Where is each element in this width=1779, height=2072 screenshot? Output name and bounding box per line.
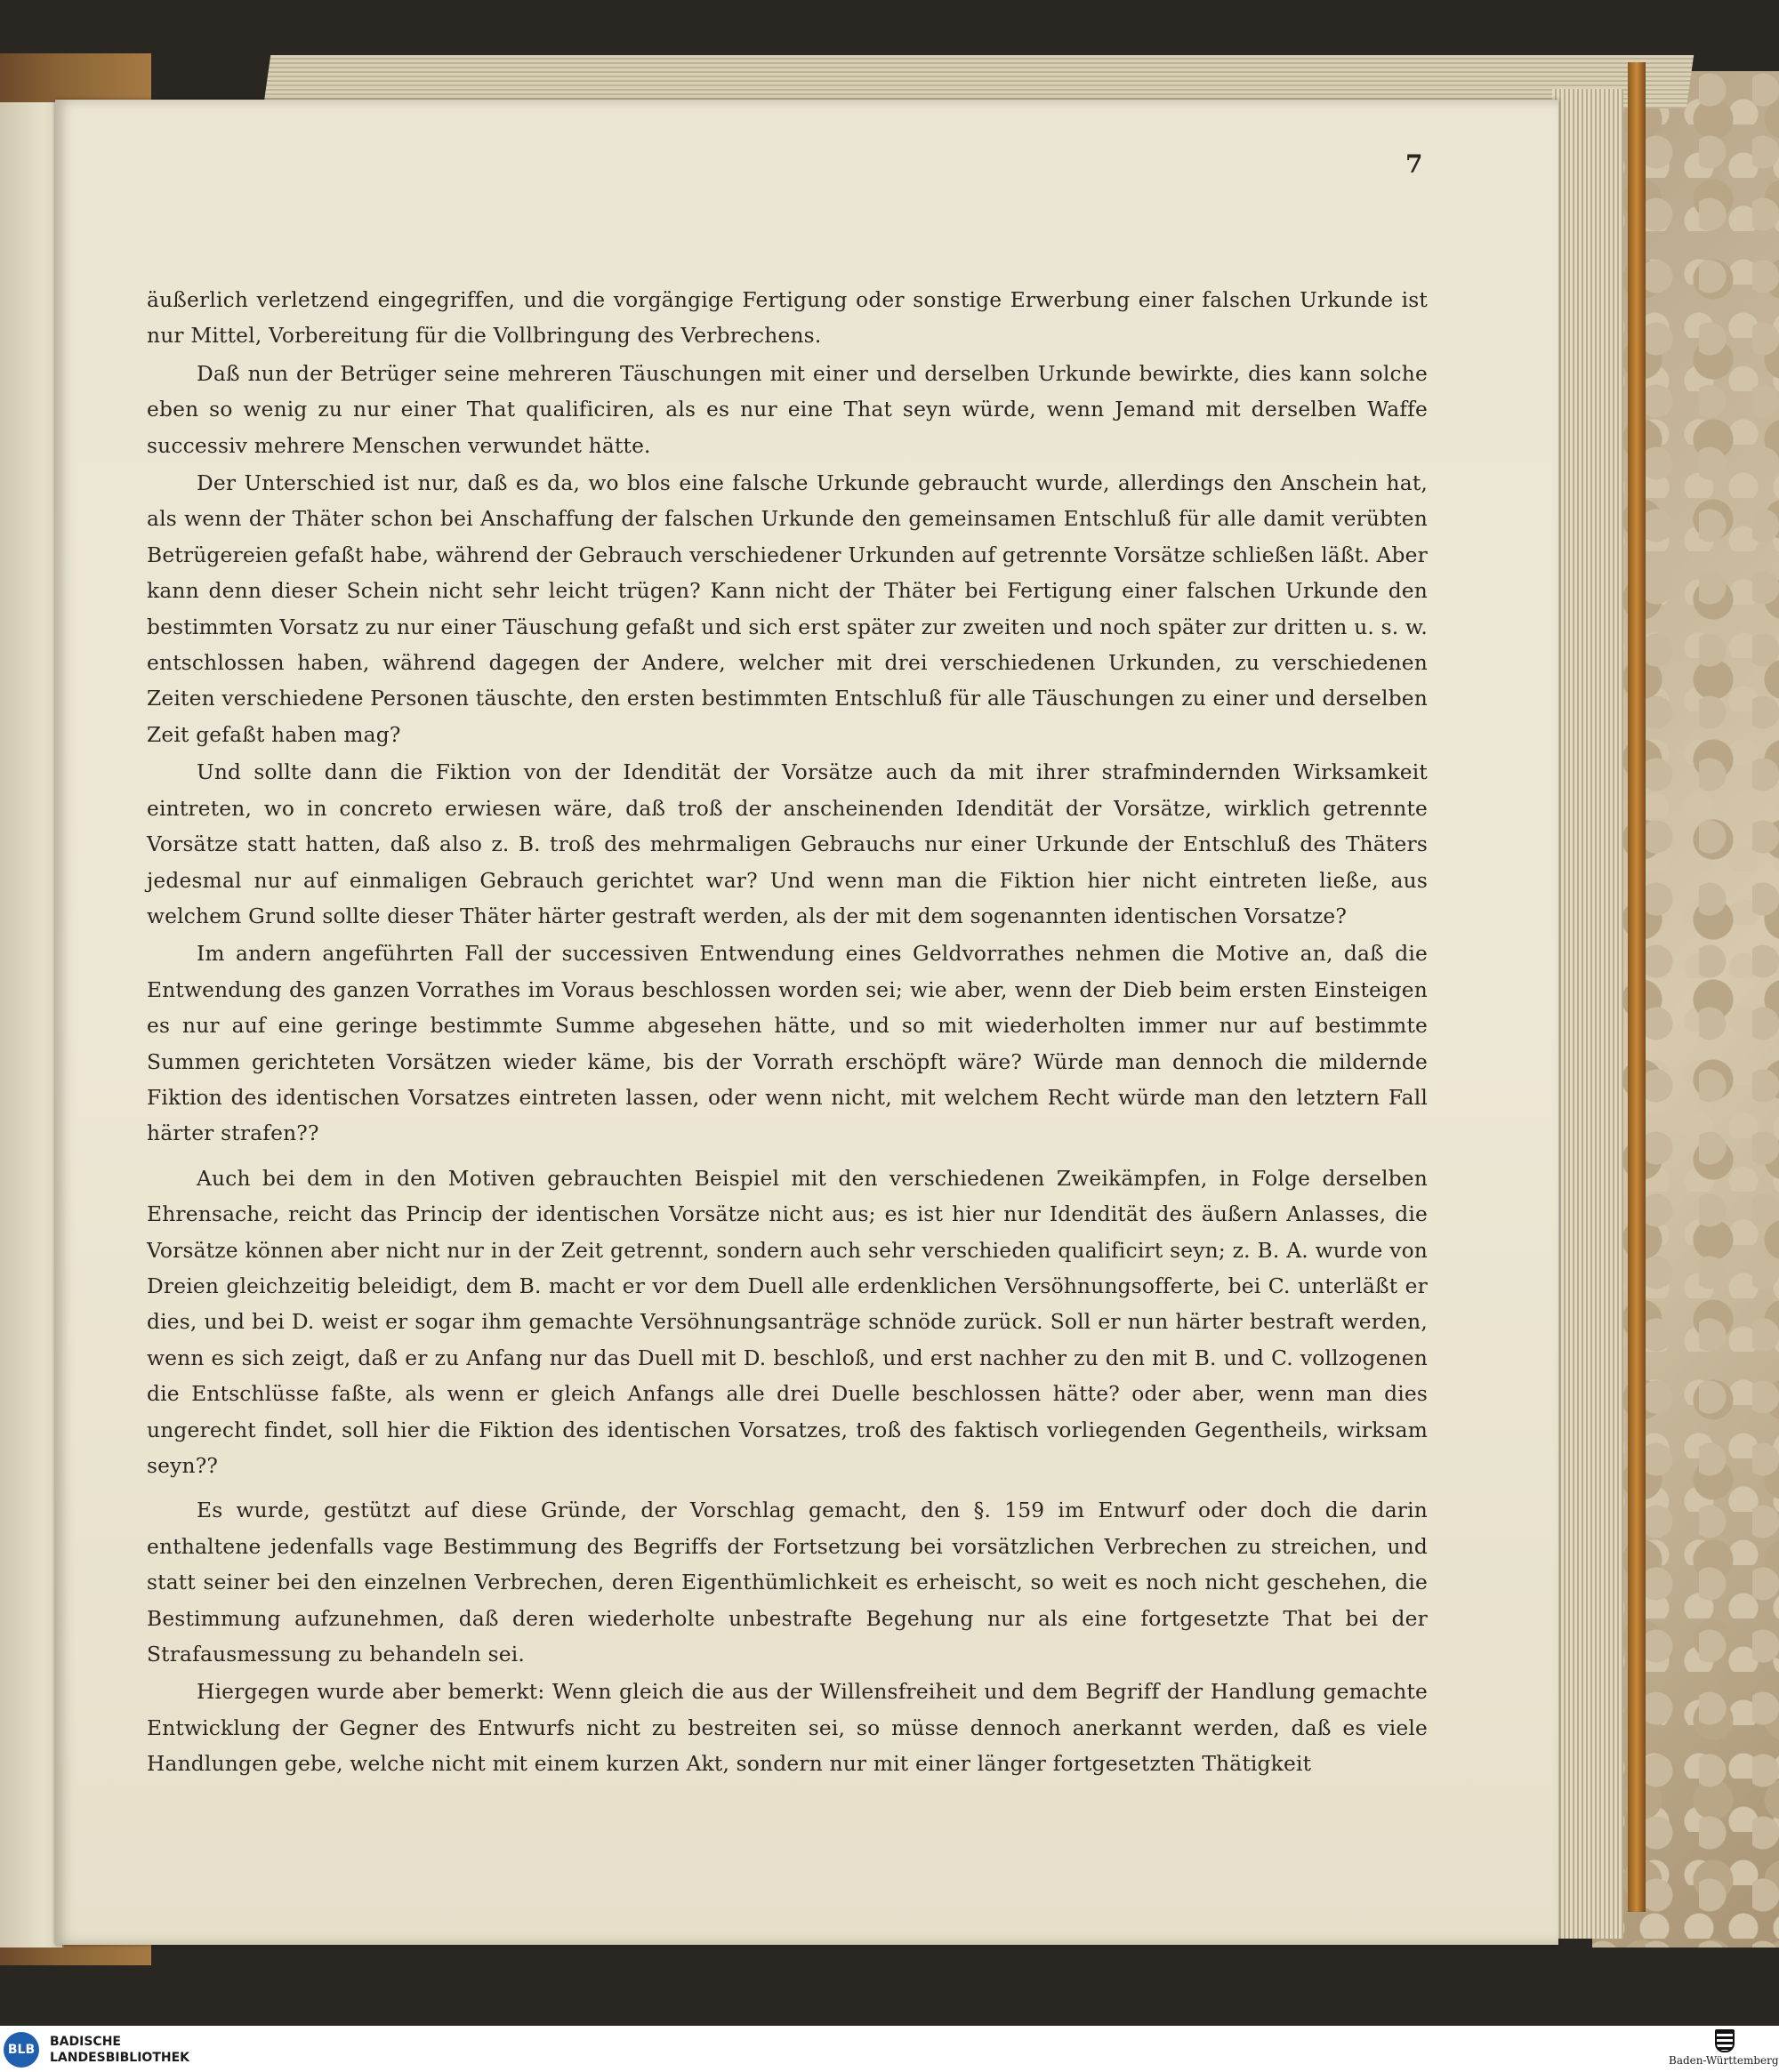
paragraph: Und sollte dann die Fiktion von der Idendität der Vorsätze auch da mit ihrer strafmindernden Wirksamkeit eintreten, wo in concreto erwiesen wäre, daß troß der anscheinenden Idendität der Vorsätze, wirklich getrennte Vorsätze statt hatten, daß also z. B. troß des mehrmaligen Gebrauchs nur einer Urkunde der Entschluß des Thäters jedesmal nur auf einmaligen Gebrauch gerichtet war? Und wenn man die Fiktion hier nicht eintreten ließe, aus welchem Grund sollte dieser Thäter härter gestraft werden, als der mit dem sogenannten identischen Vorsatze? [147, 760, 1428, 928]
state-crest-icon [1715, 2029, 1735, 2052]
state-label: Baden-Württemberg [1669, 2054, 1779, 2067]
library-name[interactable] [50, 2034, 189, 2066]
footer-bar [0, 2026, 1779, 2072]
page-number: 7 [1405, 149, 1423, 179]
paragraph: Es wurde, gestützt auf diese Gründe, der Vorschlag gemacht, den §. 159 im Entwurf oder doch die darin enthaltene jedenfalls vage Bestimmung des Begriffs der Fortsetzung bei vorsätzlichen Verbrechen zu streichen, und statt seiner bei den einzelnen Verbrechen, deren Eigenthümlichkeit es erheischt, so weit es noch nicht geschehen, die Bestimmung aufzunehmen, daß deren wiederholte unbestrafte Begehung nur als eine fortgesetzte That bei der Strafausmessung zu behandeln sei. [147, 1498, 1428, 1667]
paragraph: Daß nun der Betrüger seine mehreren Täuschungen mit einer und derselben Urkunde bewirkte, dies kann solche eben so wenig zu nur einer That qualificiren, als es nur eine That seyn würde, wenn Jemand mit derselben Waffe successiv mehrere Menschen verwundet hätte. [147, 361, 1428, 458]
library-name-line2: LANDESBIBLIOTHEK [50, 2051, 190, 2065]
paragraph: Hiergegen wurde aber bemerkt: Wenn gleich die aus der Willensfreiheit und dem Begriff der Handlung gemachte Entwicklung der Gegner des Entwurfs nicht zu bestreiten sei, so müsse dennoch anerkannt werden, daß es viele Handlungen gebe, welche nicht mit einem kurzen Akt, sondern nur mit einer länger fortgesetzten Thätigkeit [147, 1680, 1428, 1777]
library-name-line1: BADISCHE [50, 2035, 121, 2049]
paragraph: Auch bei dem in den Motiven gebrauchten Beispiel mit den verschiedenen Zweikämpfen, in Folge derselben Ehrensache, reicht das Princip der identischen Vorsätze nicht aus; es ist hier nur Idendität des äußern Anlasses, die Vorsätze können aber nicht nur in der Zeit getrennt, sondern auch sehr verschieden qualificirt seyn; z. B. A. wurde von Dreien gleichzeitig beleidigt, dem B. macht er vor dem Duell alle erdenklichen Versöhnungsofferte, bei C. unterläßt er dies, und bei D. weist er sogar ihm gemachte Versöhnungsanträge schnöde zurück. Soll er nun härter bestraft werden, wenn es sich zeigt, daß er zu Anfang nur das Duell mit D. beschloß, und erst nachher zu den mit B. und C. vollzogenen die Entschlüsse faßte, als wenn er gleich Anfangs alle drei Duelle beschlossen hätte? oder aber, wenn man dies ungerecht findet, soll hier die Fiktion des identischen Vorsatzes, troß des faktisch vorliegenden Gegentheils, wirksam seyn?? [147, 1166, 1428, 1478]
paragraph: Im andern angeführten Fall der successiven Entwendung eines Geldvorrathes nehmen die Motive an, daß die Entwendung des ganzen Vorrathes im Voraus beschlossen worden sei; wie aber, wenn der Dieb beim ersten Einsteigen es nur auf eine geringe bestimmte Summe abgesehen hätte, und so mit wiederholten immer nur auf bestimmte Summen gerichteten Vorsätzen wieder käme, bis der Vorrath erschöpft wäre? Würde man dennoch die mildernde Fiktion des identischen Vorsatzes eintreten lassen, oder wenn nicht, mit welchem Recht würde man den letztern Fall härter strafen?? [147, 942, 1428, 1146]
paragraph: äußerlich verletzend eingegriffen, und die vorgängige Fertigung oder sonstige Erwerbung einer falschen Urkunde ist nur Mittel, Vorbereitung für die Vollbringung des Verbrechens. [147, 288, 1428, 349]
book-spine-edge [1628, 62, 1646, 1912]
blb-logo-icon[interactable]: BLB [4, 2032, 39, 2068]
page-text [147, 283, 1428, 1785]
page-stack-right [1552, 89, 1623, 1939]
paragraph: Der Unterschied ist nur, daß es da, wo blos eine falsche Urkunde gebraucht wurde, allerdings den Anschein hat, als wenn der Thäter schon bei Anschaffung der falschen Urkunde den gemeinsamen Entschluß für alle damit verübten Betrügereien gefaßt habe, während der Gebrauch verschiedener Urkunden auf getrennte Vorsätze schließen läßt. Aber kann denn dieser Schein nicht sehr leicht trügen? Kann nicht der Thäter bei Fertigung einer falschen Urkunde den bestimmten Vorsatz zu nur einer Täuschung gefaßt und sich erst später zur zweiten und noch später zur dritten u. s. w. entschlossen haben, während dagegen der Andere, welcher mit drei verschiedenen Urkunden, zu verschiedenen Zeiten verschiedene Personen täuschte, den ersten bestimmten Entschluß für alle Täuschungen zu einer und derselben Zeit gefaßt haben mag? [147, 471, 1428, 747]
